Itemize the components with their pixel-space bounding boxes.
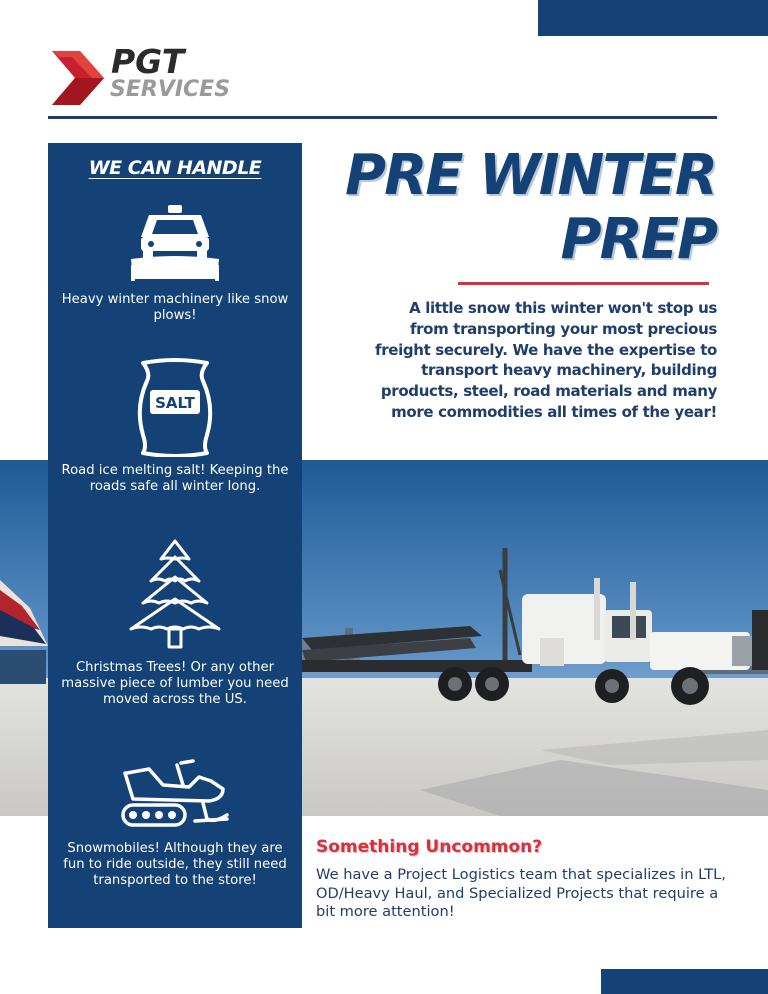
- tree-caption: Christmas Trees! Or any other massive piece of lumber you need moved across the US.: [61, 660, 289, 707]
- pine-tree-icon: [48, 537, 302, 653]
- panel-heading: WE CAN HANDLE: [88, 157, 262, 179]
- title-line-2: PREP: [560, 207, 716, 272]
- salt-caption: Road ice melting salt! Keeping the roads safe all winter long.: [61, 463, 289, 494]
- intro-paragraph: A little snow this winter won't stop us from transporting your most precious freight securely. We have the expertise to transport heavy machinery, building products, steel, road materials and many more commodities all times of the year!: [375, 299, 717, 421]
- salt-bag-icon: [48, 357, 302, 457]
- top-accent-bar: [538, 0, 768, 36]
- uncommon-body: We have a Project Logistics team that specializes in LTL, OD/Heavy Haul, and Specialized Projects that require a bit more attention!: [316, 866, 726, 920]
- title-underline: [458, 282, 709, 285]
- header-divider: [48, 116, 717, 119]
- snowplow-icon: [48, 203, 302, 283]
- title-line-1: PRE WINTER: [345, 143, 716, 208]
- page-title: [345, 144, 716, 272]
- snowmobile-icon: [48, 755, 302, 831]
- logo-text-pgt: PGT: [111, 42, 185, 81]
- bottom-accent-bar: [601, 969, 768, 994]
- snowplow-caption: Heavy winter machinery like snow plows!: [61, 292, 289, 323]
- we-can-handle-panel: [48, 143, 302, 928]
- snowmobile-caption: Snowmobiles! Although they are fun to ride outside, they still need transported to the store!: [63, 841, 287, 888]
- logo-text-services: SERVICES: [110, 77, 231, 102]
- uncommon-heading: Something Uncommon?: [316, 837, 543, 857]
- pgt-logo: [50, 44, 250, 106]
- salt-label: SALT: [155, 394, 195, 412]
- chevron-logo-icon: [50, 47, 106, 105]
